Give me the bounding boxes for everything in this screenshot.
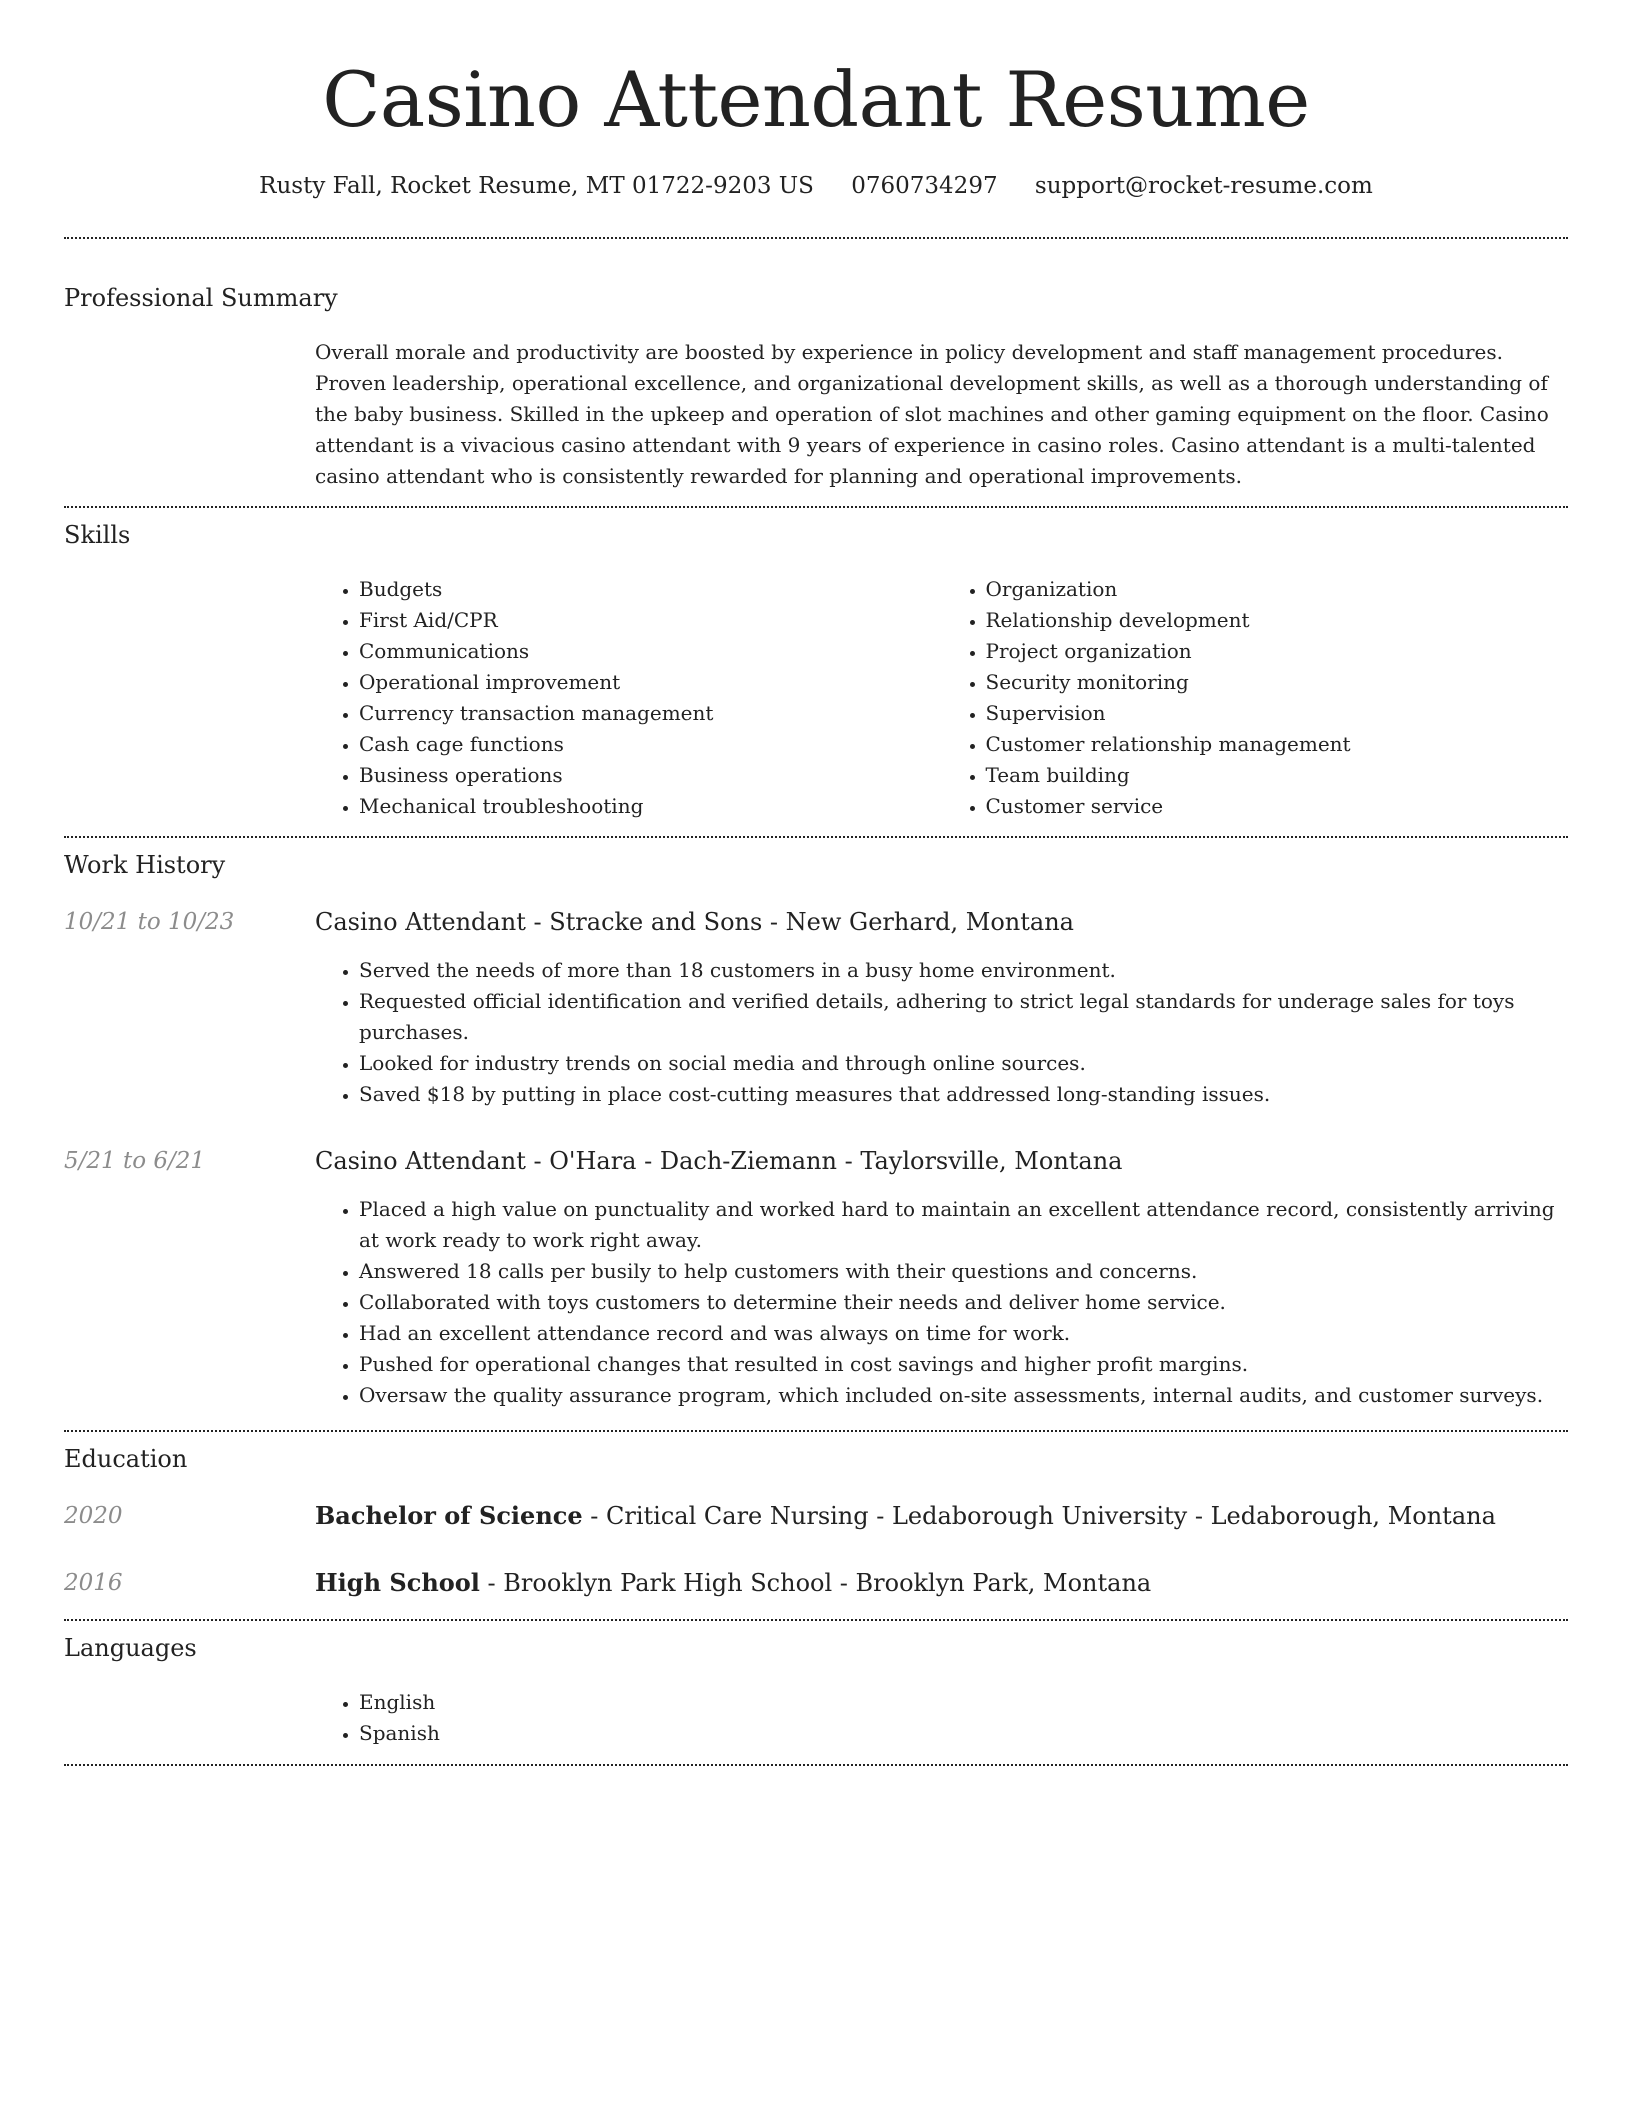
skill-item: • Operational improvement xyxy=(359,667,942,698)
job-bullets xyxy=(315,1194,1568,1411)
skill-item: • Communications xyxy=(359,636,942,667)
skill-item: • First Aid/CPR xyxy=(359,605,942,636)
languages-list xyxy=(315,1687,1568,1749)
job-bullet: • Looked for industry trends on social media and through online sources. xyxy=(359,1048,1568,1079)
summary-text: Overall morale and productivity are boosted by experience in policy development and staff management procedures. Proven leadership, operational excellence, and organizational development skills, as well as a thorough understanding of the baby business. Skilled in the upkeep and operation of slot machines and other gaming equipment on the floor. Casino attendant is a vivacious casino attendant with 9 years of experience in casino roles. Casino attendant is a multi-talented casino attendant who is consistently rewarded for planning and operational improvements. xyxy=(315,340,1549,488)
skills-block xyxy=(315,574,1568,822)
section-title-languages: Languages xyxy=(64,1634,197,1662)
skill-item: • Business operations xyxy=(359,760,942,791)
education-details: - Critical Care Nursing - Ledaborough University - Ledaborough, Montana xyxy=(582,1502,1496,1530)
skill-item: • Customer relationship management xyxy=(986,729,1569,760)
divider xyxy=(64,237,1568,239)
education-degree: High School xyxy=(315,1568,480,1597)
contact-address: Rusty Fall, Rocket Resume, MT 01722-9203 US xyxy=(259,173,814,199)
divider xyxy=(64,1619,1568,1621)
divider xyxy=(64,1764,1568,1766)
contact-email: support@rocket-resume.com xyxy=(1034,173,1373,199)
skill-item: • Team building xyxy=(986,760,1569,791)
education-year: 2016 xyxy=(64,1570,123,1596)
education-title xyxy=(315,1500,1568,1532)
contact-line xyxy=(64,168,1568,204)
language-item: • Spanish xyxy=(359,1718,1568,1749)
divider xyxy=(64,836,1568,838)
job-bullet: • Served the needs of more than 18 customers in a busy home environment. xyxy=(359,955,1568,986)
skill-item: • Supervision xyxy=(986,698,1569,729)
section-title-work-history: Work History xyxy=(64,851,226,879)
job-bullet: • Requested official identification and verified details, adhering to strict legal standards for underage sales for toys purchases. xyxy=(359,986,1568,1048)
job-dates: 10/21 to 10/23 xyxy=(64,909,235,935)
job-bullet: • Oversaw the quality assurance program, which included on-site assessments, internal audits, and customer surveys. xyxy=(359,1380,1568,1411)
education-entry xyxy=(315,1500,1568,1532)
job-bullet: • Answered 18 calls per busily to help customers with their questions and concerns. xyxy=(359,1256,1568,1287)
skill-item: • Organization xyxy=(986,574,1569,605)
skill-item: • Customer service xyxy=(986,791,1569,822)
job-entry xyxy=(315,906,1568,1110)
education-entry xyxy=(315,1567,1568,1599)
language-item: • English xyxy=(359,1687,1568,1718)
divider xyxy=(64,1430,1568,1432)
section-title-summary: Professional Summary xyxy=(64,284,338,312)
job-title: Casino Attendant - O'Hara - Dach-Ziemann - Taylorsville, Montana xyxy=(315,1147,1123,1175)
job-bullet: • Collaborated with toys customers to determine their needs and deliver home service. xyxy=(359,1287,1568,1318)
job-bullet: • Placed a high value on punctuality and worked hard to maintain an excellent attendance record, consistently arriving at work ready to work right away. xyxy=(359,1194,1568,1256)
skill-item: • Currency transaction management xyxy=(359,698,942,729)
skill-item: • Mechanical troubleshooting xyxy=(359,791,942,822)
education-year: 2020 xyxy=(64,1503,123,1529)
education-title xyxy=(315,1567,1568,1599)
skill-item: • Relationship development xyxy=(986,605,1569,636)
skills-list-left xyxy=(315,574,942,822)
skill-item: • Budgets xyxy=(359,574,942,605)
education-details: - Brooklyn Park High School - Brooklyn Park, Montana xyxy=(479,1569,1152,1597)
summary-block xyxy=(315,337,1568,492)
education-degree: Bachelor of Science xyxy=(315,1501,583,1530)
skill-item: • Project organization xyxy=(986,636,1569,667)
job-entry xyxy=(315,1145,1568,1411)
job-bullet: • Had an excellent attendance record and was always on time for work. xyxy=(359,1318,1568,1349)
skill-item: • Cash cage functions xyxy=(359,729,942,760)
contact-phone: 0760734297 xyxy=(851,173,998,199)
divider xyxy=(64,506,1568,508)
resume-title: Casino Attendant Resume xyxy=(322,55,1310,144)
job-dates: 5/21 to 6/21 xyxy=(64,1148,206,1174)
skill-item: • Security monitoring xyxy=(986,667,1569,698)
resume-page xyxy=(64,0,1568,1745)
section-title-skills: Skills xyxy=(64,521,131,549)
job-bullet: • Pushed for operational changes that resulted in cost savings and higher profit margins. xyxy=(359,1349,1568,1380)
job-title: Casino Attendant - Stracke and Sons - New Gerhard, Montana xyxy=(315,908,1074,936)
languages-block xyxy=(315,1687,1568,1749)
skills-list-right xyxy=(942,574,1569,822)
job-bullet: • Saved $18 by putting in place cost-cutting measures that addressed long-standing issues. xyxy=(359,1079,1568,1110)
job-bullets xyxy=(315,955,1568,1110)
section-title-education: Education xyxy=(64,1445,188,1473)
